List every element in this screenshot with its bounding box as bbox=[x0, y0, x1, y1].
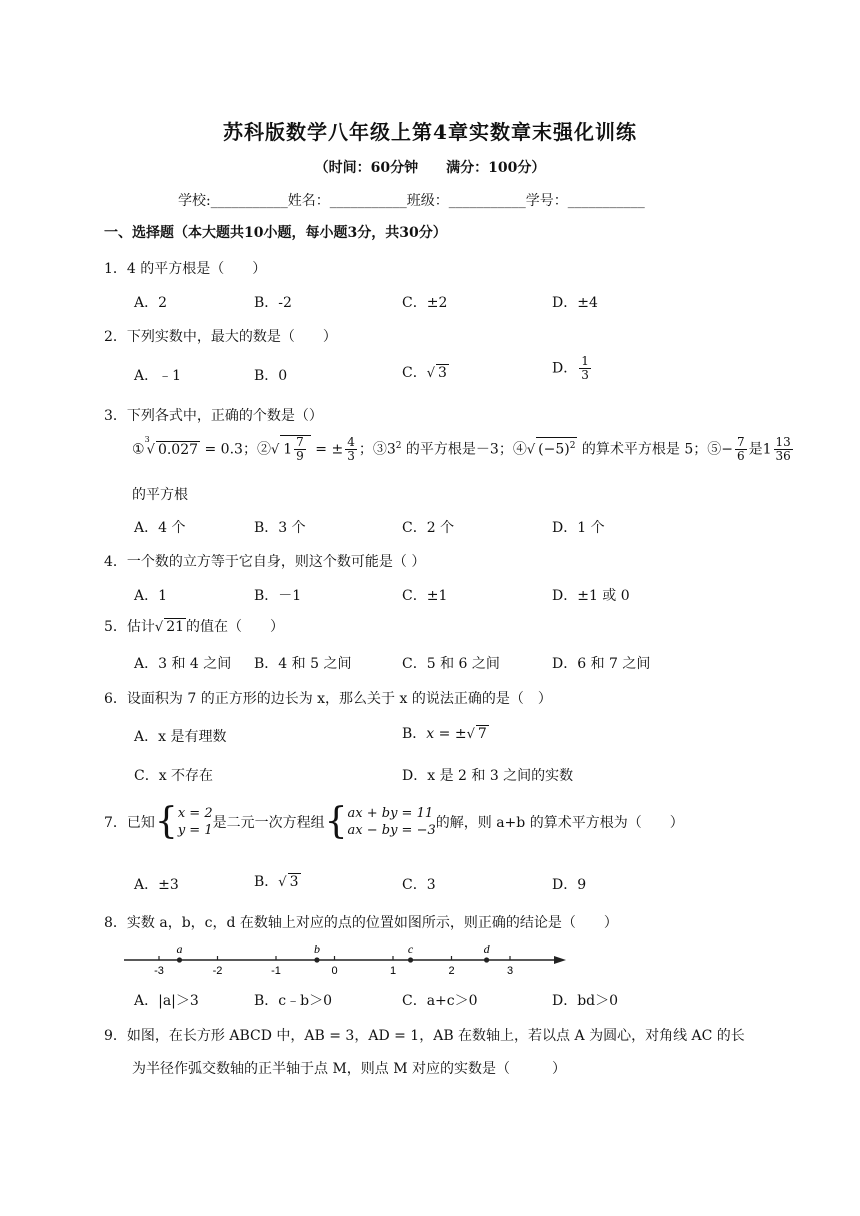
point-label-a: a bbox=[176, 942, 183, 956]
q3-stem-continuation: 的平方根 bbox=[132, 487, 188, 503]
point-label-d: d bbox=[483, 942, 490, 956]
q2-option-c: C．√ 3 bbox=[402, 365, 447, 381]
tick-label: -3 bbox=[154, 965, 164, 977]
q1-option-d: D．±4 bbox=[552, 295, 598, 311]
point-b bbox=[314, 957, 319, 962]
exam-meta: （时间：60分钟 满分：100分） bbox=[314, 160, 546, 176]
tick-label: 1 bbox=[389, 965, 397, 977]
point-label-c: c bbox=[407, 942, 414, 956]
q2-d-denominator: 3 bbox=[581, 368, 589, 382]
q8-option-c: C．a+c＞0 bbox=[402, 993, 478, 1009]
q7-option-b: B．√ 3 bbox=[254, 874, 299, 890]
point-d bbox=[484, 957, 489, 962]
q5-option-a: A．3 和 4 之间 bbox=[134, 656, 232, 672]
q2-c-radicand: 3 bbox=[438, 365, 447, 381]
q7-b-radicand: 3 bbox=[289, 874, 299, 890]
section-heading: 一、选择题（本大题共10小题，每小题3分，共30分） bbox=[104, 225, 447, 241]
q6-option-b: B．x = ±√ 7 bbox=[402, 726, 487, 742]
q1-option-b: B．-2 bbox=[254, 295, 292, 311]
question-7-stem: 7．已知 { x = 2 y = 1 是二元一次方程组 { ax + by = 11 ax − by = −3 的解，则 a+b 的算术平方根为（ ） bbox=[104, 801, 684, 842]
q6-option-a: A．x 是有理数 bbox=[134, 729, 227, 745]
question-6-stem: 6．设面积为 7 的正方形的边长为 x，那么关于 x 的说法正确的是（ ） bbox=[104, 691, 552, 707]
number-line-arrow bbox=[554, 956, 566, 964]
question-3-stem: 3．下列各式中，正确的个数是（） bbox=[104, 408, 323, 424]
q5-radicand: 21 bbox=[166, 619, 185, 635]
tick-label: -1 bbox=[271, 965, 281, 977]
q2-d-numerator: 1 bbox=[581, 354, 589, 368]
q6-b-radicand: 7 bbox=[477, 726, 487, 742]
q4-option-d: D．±1 或 0 bbox=[552, 588, 630, 604]
question-9-line-1: 9．如图，在长方形 ABCD 中，AB = 3，AD = 1，AB 在数轴上，若以点 A 为圆心，对角线 AC 的长 bbox=[104, 1028, 745, 1044]
point-a bbox=[177, 957, 182, 962]
q3-statements: ①$^3$√ 0.027 = 0.3；②√ 1 $\frac{7}{9}$ = ± $\frac{4}{3}$ ；$③3^2$ 的平方根是－3；④√ $(-5)^2$ 的算术平方根是 5；⑤− $\frac{7}{6}$ 是1 $\frac{13}{36}$ bbox=[132, 435, 791, 463]
tick-label: 2 bbox=[448, 965, 455, 977]
q4-option-c: C．±1 bbox=[402, 588, 448, 604]
point-c bbox=[408, 957, 413, 962]
q2-option-a: A．﹣1 bbox=[134, 368, 182, 384]
q5-option-c: C．5 和 6 之间 bbox=[402, 656, 500, 672]
q4-option-a: A．1 bbox=[134, 588, 168, 604]
tick-label: 3 bbox=[506, 965, 514, 977]
question-1-stem: 1．4 的平方根是（ ） bbox=[104, 261, 267, 277]
student-info-line: 学校:___________姓名：___________班级：___________学号：___________ bbox=[178, 193, 645, 209]
q2-option-d: D． $\frac{1}{3}$ bbox=[552, 354, 589, 382]
question-2-stem: 2．下列实数中，最大的数是（ ） bbox=[104, 329, 337, 345]
question-8-stem: 8．实数 a，b，c，d 在数轴上对应的点的位置如图所示，则正确的结论是（ ） bbox=[104, 915, 618, 931]
number-line-figure bbox=[120, 938, 580, 980]
q5-option-b: B．4 和 5 之间 bbox=[254, 656, 352, 672]
tick-label: -2 bbox=[212, 965, 223, 977]
q3-option-c: C．2 个 bbox=[402, 520, 455, 536]
q7-option-a: A．±3 bbox=[134, 877, 179, 893]
question-9-line-2: 为半径作弧交数轴的正半轴于点 M，则点 M 对应的实数是（ ） bbox=[132, 1061, 567, 1077]
q6-option-d: D．x 是 2 和 3 之间的实数 bbox=[402, 768, 574, 784]
q8-option-d: D．bd＞0 bbox=[552, 993, 619, 1009]
point-label-b: b bbox=[313, 942, 320, 956]
question-4-stem: 4．一个数的立方等于它自身，则这个数可能是（ ） bbox=[104, 554, 426, 570]
q8-option-b: B．c﹣b＞0 bbox=[254, 993, 332, 1009]
q7-option-c: C．3 bbox=[402, 877, 436, 893]
q5-option-d: D．6 和 7 之间 bbox=[552, 656, 651, 672]
q4-option-b: B．－1 bbox=[254, 588, 302, 604]
question-5-stem: 5．估计√ 21 的值在（ ） bbox=[104, 619, 285, 635]
q1-option-a: A．2 bbox=[134, 295, 168, 311]
tick-label: 0 bbox=[331, 965, 338, 977]
page-title: 苏科版数学八年级上第4章实数章末强化训练 bbox=[223, 120, 637, 144]
q3-option-a: A．4 个 bbox=[134, 520, 186, 536]
q7-option-d: D．9 bbox=[552, 877, 587, 893]
q3-option-b: B．3 个 bbox=[254, 520, 306, 536]
q6-option-c: C．x 不存在 bbox=[134, 768, 214, 784]
q3-option-d: D．1 个 bbox=[552, 520, 605, 536]
q2-option-b: B．0 bbox=[254, 368, 288, 384]
q1-option-c: C．±2 bbox=[402, 295, 448, 311]
q8-option-a: A．|a|＞3 bbox=[134, 993, 199, 1009]
